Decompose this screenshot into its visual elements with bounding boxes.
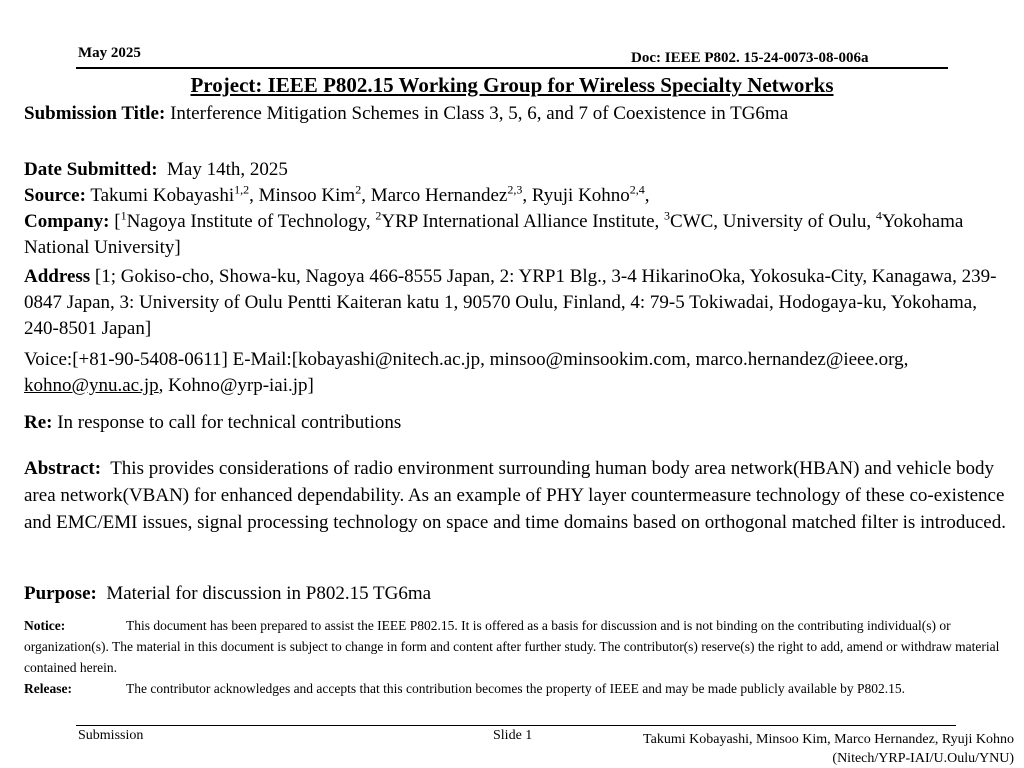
project-title: Project: IEEE P802.15 Working Group for Wireless Specialty Networks xyxy=(190,73,834,97)
source-sep: , xyxy=(361,185,371,206)
address-label: Address xyxy=(24,266,91,287)
source-author-affil: 2,4 xyxy=(629,182,645,197)
submission-title xyxy=(24,101,1009,127)
source-author: Ryuji Kohno xyxy=(531,185,630,206)
notice-text: This document has been prepared to assist the IEEE P802.15. It is offered as a basis for discussion and is not binding on the contributing individual(s) or organization(s). The material in this document is subject to change in form and content after further study. The contributor(s) reserve(s) the right to add, amend or withdraw material contained herein. xyxy=(24,618,1000,675)
source-author: Minsoo Kim xyxy=(258,185,356,206)
submission-title-label: Submission Title: xyxy=(24,103,166,124)
footer-slide-number: Slide 1 xyxy=(493,728,533,743)
abstract-text: This provides considerations of radio environment surrounding human body area network(HBAN) and vehicle body area network(VBAN) for enhanced dependability. As an example of PHY layer countermeasure technology of these co-existence and EMC/EMI issues, signal processing technology on space and time domains based on orthogonal matched filter is introduced. xyxy=(24,458,1010,533)
company-affil-num: 1 xyxy=(120,208,127,223)
footer-divider xyxy=(76,725,956,726)
purpose-text: Material for discussion in P802.15 TG6ma xyxy=(96,583,432,604)
company-label: Company: xyxy=(24,211,110,232)
footer-author-names: Takumi Kobayashi, Minsoo Kim, Marco Hernandez, Ryuji Kohno xyxy=(643,732,1014,747)
source-author: Marco Hernandez xyxy=(370,185,508,206)
abstract xyxy=(24,455,1009,536)
company-affil-num: 3 xyxy=(664,208,671,223)
source-author-affil: 2 xyxy=(355,182,362,197)
address xyxy=(24,264,1009,342)
purpose-label: Purpose: xyxy=(24,583,97,604)
source-label: Source: xyxy=(24,185,86,206)
source-author-affil: 2,3 xyxy=(507,182,523,197)
company-name: Yokohama National University] xyxy=(24,211,964,258)
company-name: Nagoya Institute of Technology, xyxy=(126,211,376,232)
header-doc-number: Doc: IEEE P802. 15-24-0073-08-006a xyxy=(631,50,869,66)
notice xyxy=(24,615,1009,678)
submission-title-text: Interference Mitigation Schemes in Class 3, 5, 6, and 7 of Coexistence in TG6ma xyxy=(165,103,789,124)
company-name: CWC, University of Oulu, xyxy=(670,211,876,232)
header-date: May 2025 xyxy=(78,45,141,61)
date-submitted xyxy=(24,157,1009,183)
company-affil-num: 2 xyxy=(375,208,382,223)
footer-authors xyxy=(540,730,1014,768)
contact xyxy=(24,347,1009,399)
contact-suffix: , Kohno@yrp-iai.jp] xyxy=(158,375,314,396)
notice-label: Notice: xyxy=(24,618,66,633)
release xyxy=(24,678,1009,699)
date-submitted-label: Date Submitted: xyxy=(24,159,158,180)
source-sep: , xyxy=(644,185,650,206)
footer-submission: Submission xyxy=(78,728,144,743)
source-author: Takumi Kobayashi xyxy=(85,185,235,206)
re-text: In response to call for technical contributions xyxy=(52,412,402,433)
re xyxy=(24,410,1009,436)
source xyxy=(24,183,1009,209)
source-sep: , xyxy=(522,185,532,206)
re-label: Re: xyxy=(24,412,53,433)
abstract-label: Abstract: xyxy=(24,458,102,479)
header-divider xyxy=(76,67,948,69)
address-text: [1; Gokiso-cho, Showa-ku, Nagoya 466-8555 Japan, 2: YRP1 Blg., 3-4 HikarinoOka, Yokosuka-City, Kanagawa, 239-0847 Japan, 3: University of Oulu Pentti Kaiteran katu 1, 90570 Oulu, Finland, 4: 79-5 Tokiwadai, Hodogaya-ku, Yokohama, 240-8501 Japan] xyxy=(24,266,997,339)
source-author-affil: 1,2 xyxy=(234,182,250,197)
purpose xyxy=(24,581,1009,607)
date-submitted-text: May 14th, 2025 xyxy=(157,159,288,180)
source-sep: , xyxy=(249,185,259,206)
company-name: YRP International Alliance Institute, xyxy=(381,211,665,232)
company-open: [ xyxy=(109,211,121,232)
contact-text: Voice:[+81-90-5408-0611] E-Mail:[kobayashi@nitech.ac.jp, minsoo@minsookim.com, marco.hernandez@ieee.org, xyxy=(24,349,909,370)
email-link[interactable]: kohno@ynu.ac.jp xyxy=(24,375,159,396)
release-text: The contributor acknowledges and accepts that this contribution becomes the property of IEEE and may be made publicly available by P802.15. xyxy=(126,681,906,696)
company-affil-num: 4 xyxy=(875,208,882,223)
release-label: Release: xyxy=(24,681,72,696)
company xyxy=(24,209,1009,261)
footer-affiliations: (Nitech/YRP-IAI/U.Oulu/YNU) xyxy=(832,751,1014,766)
